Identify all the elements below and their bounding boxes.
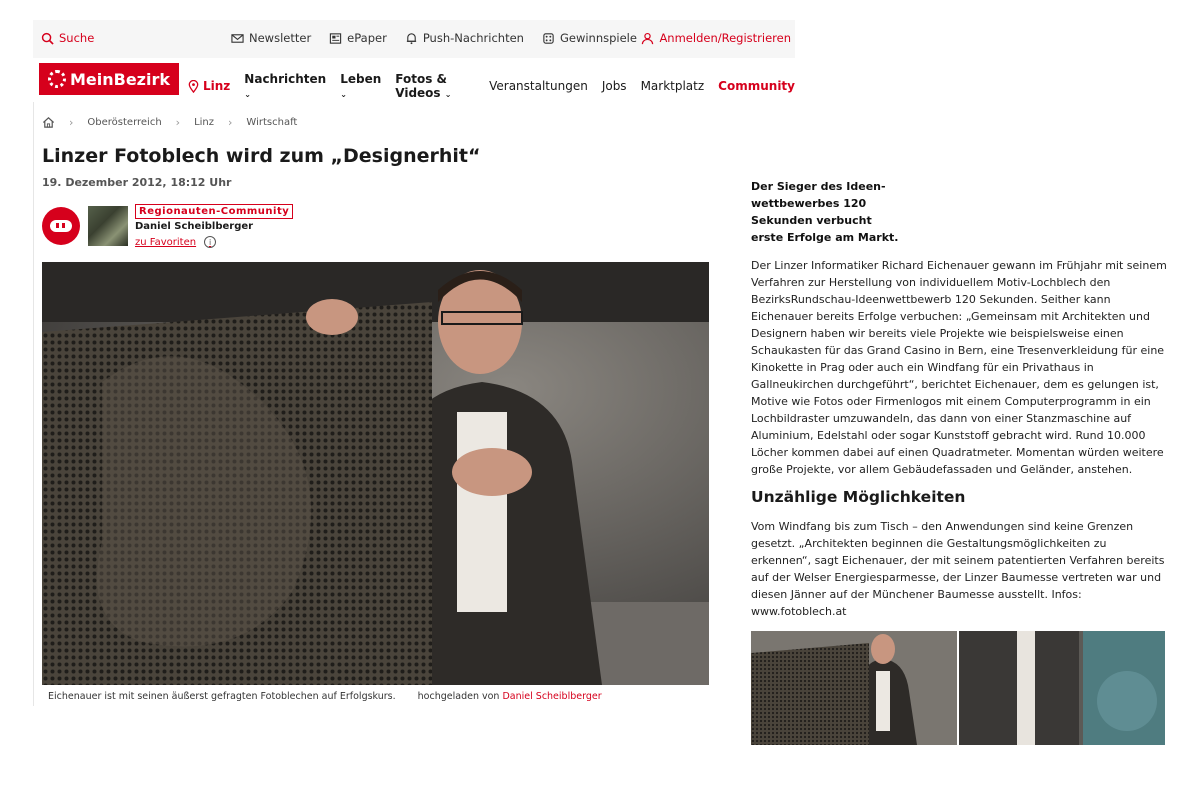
mail-icon <box>231 32 244 45</box>
nav-item-fotos-videos[interactable]: Fotos & Videos ⌄ <box>395 72 452 100</box>
gewinnspiele-link[interactable] <box>542 31 637 45</box>
gewinnspiele-label: Gewinnspiele <box>559 31 637 45</box>
nav-item-leben[interactable]: Leben ⌄ <box>340 72 382 99</box>
chevron-right-icon: › <box>228 116 233 129</box>
article-date: 19. Dezember 2012, 18:12 Uhr <box>42 176 232 189</box>
thumbnail-illustration <box>959 631 1165 745</box>
photo-illustration <box>42 262 709 685</box>
search-link[interactable] <box>41 31 94 45</box>
breadcrumb-oberoesterreich[interactable]: Oberösterreich <box>87 117 162 128</box>
breadcrumb-wirtschaft[interactable]: Wirtschaft <box>246 117 298 128</box>
dice-icon <box>542 32 555 45</box>
location-label: Linz <box>203 79 231 93</box>
uploaded-by-label: hochgeladen von <box>417 691 500 702</box>
site-logo[interactable] <box>39 63 179 95</box>
push-link[interactable] <box>405 31 524 45</box>
article-title: Linzer Fotoblech wird zum „Designerhit“ <box>42 145 481 167</box>
chevron-right-icon: › <box>175 116 181 129</box>
nav-item-nachrichten[interactable]: Nachrichten ⌄ <box>244 72 327 99</box>
home-icon[interactable] <box>42 116 55 129</box>
breadcrumb <box>42 116 297 129</box>
gallery-thumbnail[interactable] <box>751 631 957 745</box>
newsletter-label: Newsletter <box>249 31 312 45</box>
nav-items <box>187 72 795 100</box>
chevron-down-icon: ⌄ <box>244 90 251 99</box>
utility-bar <box>33 20 795 58</box>
caption-text: Eichenauer ist mit seinen äußerst gefragten Fotoblechen auf Erfolgskurs. <box>48 691 396 702</box>
bell-icon <box>405 32 418 45</box>
nav-item-community[interactable]: Community <box>718 79 795 93</box>
article-subhead: Unzählige Möglichkeiten <box>751 488 966 506</box>
breadcrumb-linz[interactable]: Linz <box>194 117 215 128</box>
chevron-down-icon: ⌄ <box>444 90 452 99</box>
location-selector[interactable] <box>187 79 230 93</box>
author-name[interactable]: Daniel Scheiblberger <box>135 221 254 232</box>
uploader-info <box>418 691 602 702</box>
community-tag[interactable]: Regionauten-Community <box>135 204 293 219</box>
nav-item-jobs[interactable]: Jobs <box>601 79 627 93</box>
utility-links <box>231 31 637 45</box>
photo-caption <box>48 691 602 702</box>
nav-item-marktplatz[interactable]: Marktplatz <box>640 79 705 93</box>
chevron-right-icon: › <box>69 116 74 129</box>
push-label: Push-Nachrichten <box>422 31 524 45</box>
nav-item-veranstaltungen[interactable]: Veranstaltungen <box>489 79 588 93</box>
article-lead: Der Sieger des Ideen-wettbewerbes 120 Sekunden verbucht erste Erfolge am Markt. <box>751 180 899 244</box>
gallery-thumbnail[interactable] <box>959 631 1165 745</box>
login-label: Anmelden/Registrieren <box>659 31 791 45</box>
newsletter-link[interactable] <box>231 31 311 45</box>
chevron-down-icon: ⌄ <box>340 90 347 99</box>
epaper-link[interactable] <box>329 31 387 45</box>
info-icon[interactable]: i <box>204 236 216 248</box>
article-paragraph-1: Der Linzer Informatiker Richard Eichenauer gewann im Frühjahr mit seinem Verfahren zur Herstellung von individuellem Motiv-Lochblech den BezirksRundschau-Ideenwettbewerb 120 Sekunden. Seither kann Eichenauer bereits Erfolge verbuchen: „Gemeinsam mit Architekten und Designern haben wir bereits viele Projekte wie beispielsweise einen Schaukasten für das Grand Casino in Bern, eine Tresenverkleidung für eine Kinokette in Prag oder auch ein Windfang für ein Privathaus in Gallneukirchen durchgeführt“, berichtet Eichenauer, dem es gelungen ist, Motive wie Fotos oder Firmenlogos mit einem Computerprogramm in ein Lochbildraster umzuwandeln, das dann von einer Stanzmaschine auf Aluminium, Edelstahl oder sogar Kunststoff gebracht wird. Rund 10.000 Löcher kommen dabei auf einen Quadratmeter. Momentan würden weitere große Projekte, vor allem Gebäudefassaden und Geländer, anstehen. <box>751 259 1167 476</box>
user-icon <box>641 32 654 45</box>
community-badge-icon <box>42 207 80 245</box>
logo-mark-icon <box>48 70 66 88</box>
location-pin-icon <box>187 80 200 93</box>
favorites-area <box>135 236 216 248</box>
thumbnail-illustration <box>751 631 957 745</box>
content-border <box>33 102 34 706</box>
search-label: Suche <box>59 31 95 45</box>
epaper-label: ePaper <box>347 31 387 45</box>
main-nav <box>33 58 795 102</box>
author-avatar[interactable] <box>88 206 128 246</box>
search-icon <box>41 32 54 45</box>
article-photo[interactable] <box>42 262 709 685</box>
logo-text: MeinBezirk <box>69 69 171 89</box>
uploader-link[interactable]: Daniel Scheiblberger <box>502 691 602 702</box>
login-link[interactable] <box>641 31 791 45</box>
newspaper-icon <box>329 32 342 45</box>
add-favorites-link[interactable]: zu Favoriten <box>135 236 197 248</box>
article-paragraph-2: Vom Windfang bis zum Tisch – den Anwendungen sind keine Grenzen gesetzt. „Architekten beginnen die Gestaltungsmöglichkeiten zu erkennen“, sagt Eichenauer, der mit seinem patentierten Verfahren bereits auf der Welser Energiesparmesse, der Linzer Baumesse vertreten war und diesen Jänner auf der Münchener Baumesse ausstellt. Infos: www.fotoblech.at <box>751 520 1165 618</box>
